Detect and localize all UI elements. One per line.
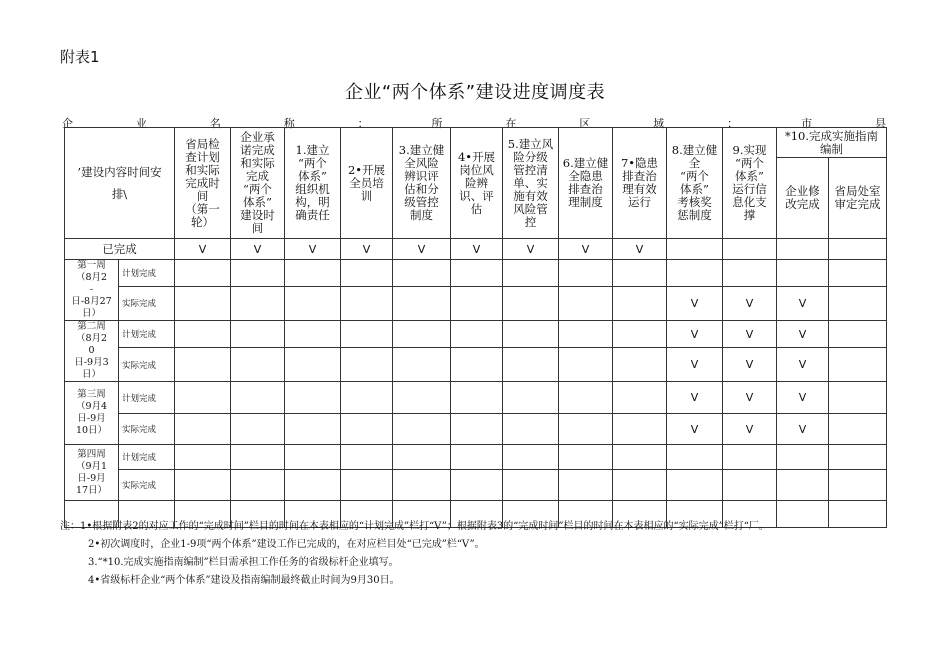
group-header [777,128,887,158]
check-cell [723,445,777,470]
check-cell: V [723,321,777,348]
check-cell: V [451,239,503,260]
check-cell: V [393,239,451,260]
check-cell [341,445,393,470]
check-cell [451,321,503,348]
check-cell [175,321,231,348]
note-line: 注：1•根据附表2的对应工作的“完成时间”栏目的时间在本表相应的“计划完成”栏打“V”；根据附表3的“完成时间”栏目的时间在本表相应的“实际完成”栏打“厂。 [60,521,769,532]
check-cell [613,382,667,414]
check-cell [559,260,613,287]
column-header-line: 体系” [298,169,327,183]
week-label [65,445,119,501]
column-header-line: 理有效 [622,182,657,196]
check-cell [231,382,285,414]
check-cell [393,260,451,287]
check-cell [285,414,341,445]
plan-label: 计划完成 [119,321,175,348]
check-cell: V [559,239,613,260]
column-header-line: “两个 [680,169,709,183]
actual-label: 实际完成 [119,348,175,382]
check-cell [175,348,231,382]
check-cell [175,382,231,414]
week-label-line: 10日） [75,425,108,436]
check-cell [613,286,667,320]
check-cell [285,260,341,287]
week-label [65,260,119,321]
check-cell: V [723,382,777,414]
column-header-line: 9.实现 [732,143,767,157]
column-header-line: 2•开展 [347,162,386,177]
check-cell [559,445,613,470]
group-sub-line: 审定完成 [834,197,881,211]
info-char: 在 [505,117,517,130]
check-cell [341,470,393,501]
check-cell [231,445,285,470]
column-header-line: 8.建立健 [671,143,718,157]
column-header-line: 运行信 [732,182,767,196]
check-cell: V [503,239,559,260]
group-header-line: *10.完成实施指南 [784,128,879,143]
column-header-line: 识、评 [459,188,494,203]
check-cell [341,414,393,445]
check-cell: V [667,414,723,445]
corner-line: 排\ [111,187,128,201]
column-header-line: 制度 [410,208,433,222]
check-cell: V [667,348,723,382]
check-cell [393,470,451,501]
column-header-line: 构，明 [295,195,330,209]
column-header [341,128,393,239]
check-cell [829,445,887,470]
check-cell: V [777,414,829,445]
week-label-line: 日） [81,308,101,319]
column-header-line: 体系” [243,195,272,209]
done-label: 已完成 [65,239,175,260]
column-header-line: 诺完成 [240,143,275,157]
column-header-line: 体系” [680,182,709,196]
check-cell: V [777,321,829,348]
column-header-line: 岗位风 [459,162,494,177]
check-cell [393,348,451,382]
column-header-line: 全隐患 [568,169,603,183]
column-header-line: 辨识评 [404,169,439,183]
check-cell: V [723,348,777,382]
check-cell [667,445,723,470]
check-cell: V [777,382,829,414]
column-header-line: 全员培 [349,175,384,190]
check-cell [667,260,723,287]
column-header-line: 单、实 [513,175,548,190]
column-header [723,128,777,239]
check-cell [341,348,393,382]
check-cell [175,286,231,320]
column-header-line: 训 [360,188,373,203]
actual-label: 实际完成 [119,470,175,501]
week-label [65,321,119,382]
check-cell [503,260,559,287]
check-cell [829,348,887,382]
check-cell: V [341,239,393,260]
check-cell [231,348,285,382]
note-line: 2•初次调度时，企业1-9项“两个体系”建设工作已完成的，在对应栏目处“已完成”栏“V”。 [88,539,485,550]
check-cell [613,445,667,470]
check-cell [667,470,723,501]
check-cell [175,445,231,470]
week-label-line: - [89,284,94,295]
check-cell [451,445,503,470]
week-label-line: （8月2 [75,333,108,344]
column-header-line: 体系” [735,169,764,183]
check-cell [829,239,887,260]
check-cell: V [175,239,231,260]
column-header-line: 施有效 [513,188,548,203]
check-cell [613,348,667,382]
week-label [65,382,119,445]
column-header-line: 5.建立风 [507,136,554,151]
check-cell [667,239,723,260]
check-cell [559,348,613,382]
check-cell [613,260,667,287]
week-label-line: 日-9月 [77,472,106,484]
group-sub-line: 改完成 [785,197,820,211]
week-label-line: 17日） [75,484,108,496]
column-header [667,128,723,239]
column-header-line: 排查治 [622,169,657,183]
column-header-line: “两个 [735,156,764,170]
note-line: 4•省级标杆企业“两个体系”建设及指南编制最终截止时间为9月30日。 [88,575,400,586]
check-cell [393,382,451,414]
info-char: 县 [874,117,886,130]
check-cell [231,414,285,445]
column-header-line: 排查治 [568,182,603,196]
info-char: 企 [62,117,73,130]
plan-label: 计划完成 [119,382,175,414]
corner-header [65,128,175,239]
plan-label: 计划完成 [119,260,175,287]
info-char: 所 [431,117,443,130]
check-cell [829,470,887,501]
column-header [175,128,231,239]
check-cell [777,260,829,287]
week-label-line: 第三周 [77,389,106,400]
column-header-line: 息化支 [732,195,767,209]
week-label-line: 第四周 [77,448,106,460]
check-cell [503,414,559,445]
check-cell: V [777,286,829,320]
check-cell [829,286,887,320]
check-cell: V [231,239,285,260]
check-cell [451,348,503,382]
check-cell [285,286,341,320]
info-char: 业 [135,117,147,130]
check-cell [613,470,667,501]
column-header-line: 完成 [246,169,269,183]
column-header-line: 查计划 [185,149,220,164]
column-header-line: 组织机 [295,182,330,196]
column-header [503,128,559,239]
check-cell [341,286,393,320]
week-label-line: 日-9月3 [74,357,109,368]
check-cell: V [667,286,723,320]
column-header-line: 险分级 [513,149,548,164]
check-cell: V [667,382,723,414]
check-cell [829,382,887,414]
info-char: 称 [283,117,295,130]
column-header-line: 理制度 [568,195,603,209]
check-cell: V [777,348,829,382]
check-cell [231,470,285,501]
check-cell [231,286,285,320]
plan-label: 计划完成 [119,445,175,470]
week-label-line: 日） [81,369,101,380]
check-cell [231,321,285,348]
column-header-line: 6.建立健 [562,156,609,170]
column-header-line: 3.建立健 [398,143,445,157]
check-cell [451,470,503,501]
check-cell [341,321,393,348]
week-label-line: 日-8月27 [71,296,112,307]
check-cell: V [667,321,723,348]
check-cell [503,382,559,414]
column-header-line: 险辨 [465,175,488,190]
check-cell: V [723,286,777,320]
column-header [613,128,667,239]
column-header-line: 风险管 [513,201,548,216]
check-cell [559,382,613,414]
check-cell: V [285,239,341,260]
column-header-line: 考核奖 [677,195,712,209]
week-label-line: 0 [88,345,95,356]
check-cell: V [613,239,667,260]
check-cell [829,260,887,287]
info-char: 区 [579,117,591,130]
check-cell: V [723,414,777,445]
check-cell [829,321,887,348]
column-header-line: 4•开展 [457,149,496,164]
check-cell [175,260,231,287]
check-cell [285,445,341,470]
check-cell [231,260,285,287]
column-header-line: 建设时 [240,208,275,222]
check-cell [503,321,559,348]
check-cell [451,414,503,445]
check-cell [613,321,667,348]
schedule-table [64,127,887,528]
check-cell [829,414,887,445]
info-char: ： [727,117,739,130]
page-title: 企业“两个体系”建设进度调度表 [344,82,606,103]
check-cell [451,382,503,414]
column-header-line: 7•隐患 [620,156,659,170]
week-label-line: 第一周 [77,260,106,271]
check-cell [503,470,559,501]
check-cell [393,286,451,320]
column-header-line: 和实际 [185,162,220,177]
week-label-line: 第二周 [77,321,106,332]
check-cell [285,382,341,414]
check-cell [285,321,341,348]
column-header-line: 管控清 [513,162,548,177]
week-label-line: 日-9月 [77,413,106,424]
column-header [285,128,341,239]
group-sub-header [829,158,887,239]
check-cell [393,414,451,445]
column-header-line: 级管控 [404,195,439,209]
check-cell [341,382,393,414]
corner-line: ’建设内容时间安 [77,165,162,179]
group-sub-line: 省局处室 [834,184,881,198]
actual-label: 实际完成 [119,286,175,320]
check-cell [451,286,503,320]
check-cell [613,414,667,445]
check-cell [723,260,777,287]
check-cell [393,321,451,348]
check-cell [723,470,777,501]
group-header-line: 编制 [820,141,843,156]
column-header-line: “两个 [243,182,272,196]
column-header [451,128,503,239]
column-header [393,128,451,239]
column-header-line: 估和分 [404,182,439,196]
check-cell [341,260,393,287]
column-header-line: 1.建立 [295,143,330,157]
column-header [559,128,613,239]
check-cell [723,239,777,260]
notes [60,518,820,590]
column-header [231,128,285,239]
column-header-line: 间 [251,221,264,235]
check-cell [285,348,341,382]
info-char: ： [357,117,369,130]
info-char: 域 [653,117,665,130]
column-header-line: 间 [196,188,209,203]
week-label-line: （9月1 [75,460,108,472]
column-header-line: 企业承 [240,130,275,144]
check-cell [175,414,231,445]
info-char: 市 [801,117,813,130]
check-cell [559,286,613,320]
column-header-line: 全 [688,156,701,170]
check-cell [559,321,613,348]
check-cell [285,470,341,501]
column-header-line: 和实际 [240,156,275,170]
column-header-line: 控 [524,214,537,229]
check-cell [503,348,559,382]
column-header-line: 全风险 [404,156,439,170]
blank-cell [829,501,887,528]
column-header-line: 省局检 [185,136,220,151]
column-header-line: “两个 [298,156,327,170]
info-char: 名 [209,117,221,130]
column-header-line: 完成时 [185,175,220,190]
check-cell [777,445,829,470]
actual-label: 实际完成 [119,414,175,445]
check-cell [393,445,451,470]
week-label-line: （9月4 [75,401,108,412]
group-sub-line: 企业修 [785,184,820,198]
check-cell [559,470,613,501]
check-cell [559,414,613,445]
column-header-line: 运行 [628,195,651,209]
check-cell [503,286,559,320]
check-cell [451,260,503,287]
column-header-line: （第一 [185,201,220,216]
note-line: 3.“*10.完成实施指南编制”栏目需承担工作任务的省级标杆企业填写。 [88,557,399,568]
column-header-line: 确责任 [295,208,330,222]
check-cell [503,445,559,470]
group-sub-header [777,158,829,239]
column-header-line: 惩制度 [677,208,712,222]
column-header-line: 撑 [743,208,756,222]
week-label-line: （8月2 [75,272,108,283]
column-header-line: 估 [470,201,483,216]
check-cell [777,239,829,260]
column-header-line: 轮） [191,214,214,229]
check-cell [175,470,231,501]
check-cell [777,470,829,501]
attachment-label: 附表1 [60,48,100,66]
